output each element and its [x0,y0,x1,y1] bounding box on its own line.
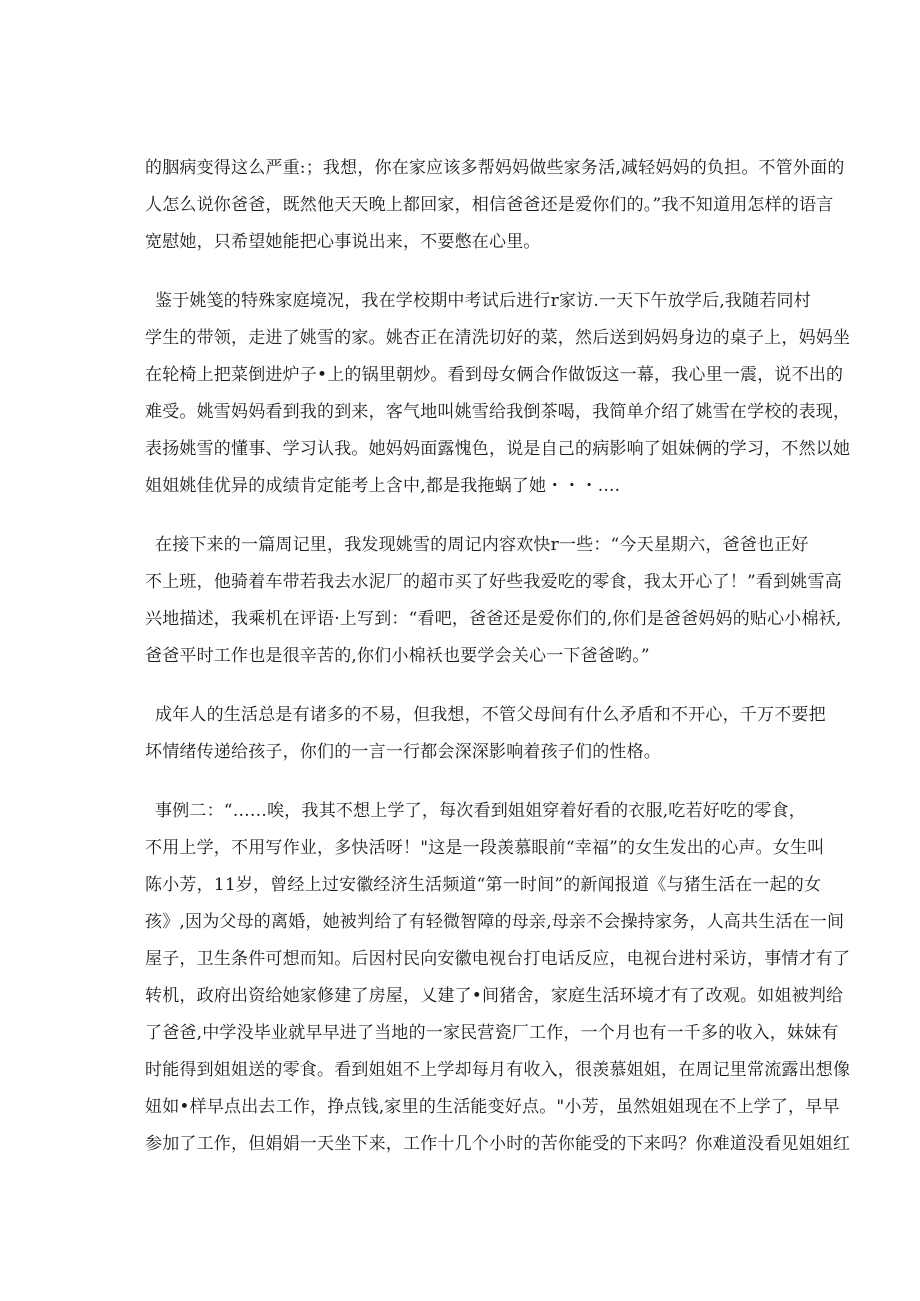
text-line: 妞如•样早点出去工作，挣点钱,家里的生活能变好点。"小芳，虽然姐姐现在不上学了，早早 [145,1097,840,1117]
text-line: 不用上学，不用写作业，多快活呀！"这是一段羡慕眼前“幸福”的女生发出的心声。女生叫 [145,838,825,858]
document-body [145,150,851,1163]
text-line: 难受。姚雪妈妈看到我的到来，客气地叫姚雪给我倒茶喝，我简单介绍了姚雪在学校的表现， [145,402,851,422]
text-line: 爸爸平时工作也是很辛苦的,你们小棉袄也要学会关心一下爸爸哟。” [145,646,650,666]
text-line: 学生的带领，走进了姚雪的家。姚杏正在清洗切好的菜，然后送到妈妈身边的桌子上，妈妈坐 [145,328,851,348]
paragraph-3 [145,527,842,675]
paragraph-gap [145,771,805,793]
text-line: 鉴于姚笺的特殊家庭境况，我在学校期中考试后进行r家访.一天下午放学后,我随若同村 [155,291,811,311]
text-line: 屋子，卫生条件可想而知。后因村民向安徽电视台打电话反应，电视台进村采访，事情才有了 [145,949,851,969]
text-line: 在轮椅上把菜倒进炉子•上的锅里朝炒。看到母女俩合作做饭这一幕，我心里一震，说不出的 [145,365,844,385]
text-line: 孩》,因为父母的离婚，她被判给了有轻微智障的母亲,母亲不会操持家务，人高共生活在一间 [145,912,845,932]
text-line: 不上班，他骑着车带若我去水泥厂的超市买了好些我爱吃的零食，我太开心了！”看到姚雪高 [145,572,842,592]
paragraph-gap [145,505,805,527]
text-line: 坏情绪传递给孩子，你们的一言一行都会深深影响着孩子们的性格。 [145,742,661,762]
text-line: 时能得到姐姐送的零食。看到姐姐不上学却每月有收入，很羡慕姐姐，在周记里常流露出想像 [145,1060,851,1080]
paragraph-2 [145,283,851,505]
text-line: 宽慰她，只希望她能把心事说出来，不要憋在心里。 [145,232,541,252]
paragraph-4 [145,697,826,771]
text-line: 的胭病变得这么严重:；我想，你在家应该多帮妈妈做些家务活,减轻妈妈的负担。不管外面的 [145,158,845,178]
paragraph-gap [145,261,805,283]
text-line: 表扬姚雪的懂事、学习认我。她妈妈面露愧色，说是自己的病影响了姐妹俩的学习，不然以她 [145,439,851,459]
text-line: 陈小芳，11岁，曾经上过安徽经济生活频道“第一时间”的新闻报道《与猪生活在一起的女 [145,875,822,895]
paragraph-1 [145,150,845,261]
text-line: 在接下来的一篇周记里，我发现姚雪的周记内容欢快r一些：“今天星期六，爸爸也正好 [155,535,809,555]
text-line: 兴地描述，我乘机在评语·上写到：“看吧，爸爸还是爱你们的,你们是爸爸妈妈的贴心小棉袄, [145,609,842,629]
paragraph-5 [145,793,851,1163]
text-line: 姐姐姚佳优异的成绩肯定能考上含中,都是我拖蜗了她・・・.... [145,476,621,496]
text-line: 成年人的生活总是有诸多的不易，但我想，不管父母间有什么矛盾和不开心，千万不要把 [155,705,826,725]
text-line: 了爸爸,中学没毕业就早早进了当地的一家民营瓷厂工作，一个月也有一千多的收入，妹妹有 [145,1023,839,1043]
text-line: 转机，政府出资给她家修建了房屋，乂建了•间猪舍，家庭生活环境才有了改观。如姐被判给 [145,986,844,1006]
text-line: 事例二：“……唉，我其不想上学了，每次看到姐姐穿着好看的衣服,吃若好吃的零食， [155,801,806,821]
text-line: 参加了工作，但娟娟一天坐下来，工作十几个小时的苦你能受的下来吗？你难道没看见姐姐红 [145,1134,851,1154]
paragraph-gap [145,675,805,697]
text-line: 人怎么说你爸爸，既然他天天晚上都回家，相信爸爸还是爱你们的。”我不知道用怎样的语言 [145,195,834,215]
